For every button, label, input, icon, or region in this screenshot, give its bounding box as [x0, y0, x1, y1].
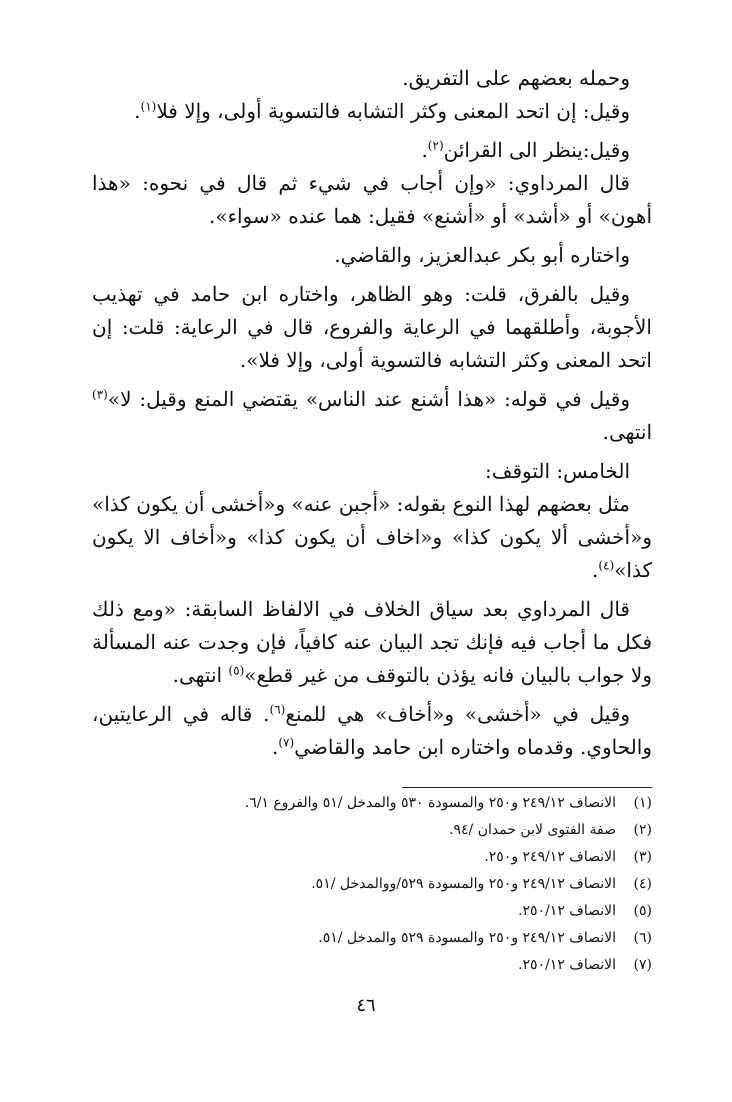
footnote-number: (٥) [633, 903, 652, 919]
footnote-number: (١) [633, 795, 652, 811]
paragraph-7-text: وقيل في قوله: «هذا أشنع عند الناس» يقتضي المنع وقيل: لا» [107, 387, 630, 411]
footnote-ref-1: (١) [140, 99, 157, 114]
paragraph-2-text: وقيل: إن اتحد المعنى وكثر التشابه فالتسوية أولى، وإلا فلا [156, 99, 630, 123]
paragraph-4-text: قال المرداوي: «وإن أجاب في شيء ثم قال في نحوه: «هذا أهون» أو «أشد» أو «أشنع» فقيل: هما عنده «سواء». [92, 171, 652, 228]
paragraph-5 [92, 239, 652, 272]
footnote-ref-3: (٣) [92, 387, 108, 402]
footnote-item [92, 844, 652, 871]
paragraph-10-end: انتهى. [172, 663, 229, 687]
footnote-ref-2: (٢) [427, 138, 444, 153]
paragraph-9-end: . [592, 558, 599, 582]
footnote-number: (٣) [633, 849, 652, 865]
paragraph-1 [92, 62, 652, 95]
paragraph-6 [92, 278, 652, 377]
footnote-item [92, 871, 652, 898]
paragraph-3-text: وقيل:ينظر الى القرائن [443, 138, 630, 162]
paragraph-9-text: مثل بعضهم لهذا النوع بقوله: «أجبن عنه» و«أخشى أن يكون كذا» و«أخشى ألا يكون كذا» و«اخاف أن يكون كذا» و«أخاف الا يكون كذا» [92, 492, 652, 582]
footnote-item [92, 790, 652, 817]
footnote-text: الانصاف ٢٥٠/١٢. [518, 957, 616, 973]
footnote-text: صفة الفتوى لابن حمدان /٩٤. [449, 822, 616, 838]
footnote-ref-4: (٤) [598, 558, 615, 573]
section-heading: الخامس: التوقف: [485, 459, 630, 483]
paragraph-5-text: واختاره أبو بكر عبدالعزيز، والقاضي. [334, 243, 630, 267]
paragraph-11-mid: . قاله في الرعايتين، والحاوي. وقدماه واختاره ابن حامد والقاضي [92, 702, 652, 759]
footnote-ref-7: (٧) [278, 735, 295, 750]
paragraph-11-text: وقيل في «أخشى» و«أخاف» هي للمنع [285, 702, 630, 726]
footnote-text: الانصاف ٢٤٩/١٢ و٢٥٠ والمسودة ٥٢٩ والمدخل /٥١. [318, 930, 616, 946]
paragraph-7-end: انتهى. [602, 420, 652, 444]
paragraph-2-end: . [134, 99, 141, 123]
paragraph-10 [92, 593, 652, 692]
footnote-text: الانصاف ٢٥٠/١٢. [518, 903, 616, 919]
footnote-text: الانصاف ٢٤٩/١٢ و٢٥٠ والمسودة ٥٣٠ والمدخل /٥١ والفروع ٦/١. [244, 795, 616, 811]
footnote-divider [402, 787, 652, 788]
paragraph-9 [92, 488, 652, 587]
paragraph-11 [92, 698, 652, 764]
paragraph-6-text: وقيل بالفرق، قلت: وهو الظاهر، واختاره ابن حامد في تهذيب الأجوبة، وأطلقهما في الرعاية والفروع، قال في الرعاية: قلت: إن اتحد المعنى وكثر التشابه فالتسوية أولى، وإلا فلا». [92, 282, 652, 372]
footnote-item [92, 952, 652, 979]
footnote-text: الانصاف ٢٤٩/١٢ و٢٥٠. [484, 849, 616, 865]
footnote-item [92, 817, 652, 844]
paragraph-3 [92, 134, 652, 167]
paragraph-4 [92, 167, 652, 233]
footnote-number: (٢) [633, 822, 652, 838]
footnote-item [92, 925, 652, 952]
paragraph-1-text: وحمله بعضهم على التفريق. [402, 66, 630, 90]
footnote-number: (٦) [633, 930, 652, 946]
footnote-ref-6: (٦) [269, 702, 286, 717]
paragraph-10-text: قال المرداوي بعد سياق الخلاف في الالفاظ السابقة: «ومع ذلك فكل ما أجاب فيه فإنك تجد البيان عنه كافياً، فإن وجدت عنه المسألة ولا جواب بالبيان فانه يؤذن بالتوقف من غير قطع» [92, 597, 652, 687]
paragraph-3-end: . [421, 138, 428, 162]
main-text [92, 62, 652, 764]
footnote-ref-5: (٥) [228, 663, 245, 678]
paragraph-7 [92, 383, 652, 449]
footnotes [92, 790, 652, 979]
footnote-number: (٧) [633, 957, 652, 973]
footnote-text: الانصاف ٢٤٩/١٢ و٢٥٠ والمسودة ٥٢٩/ووالمدخل /٥١. [311, 876, 616, 892]
paragraph-11-end: . [272, 735, 279, 759]
footnote-number: (٤) [633, 876, 652, 892]
page-number: ٤٦ [356, 995, 376, 1016]
footnote-item [92, 898, 652, 925]
paragraph-8 [92, 455, 652, 488]
paragraph-2 [92, 95, 652, 128]
